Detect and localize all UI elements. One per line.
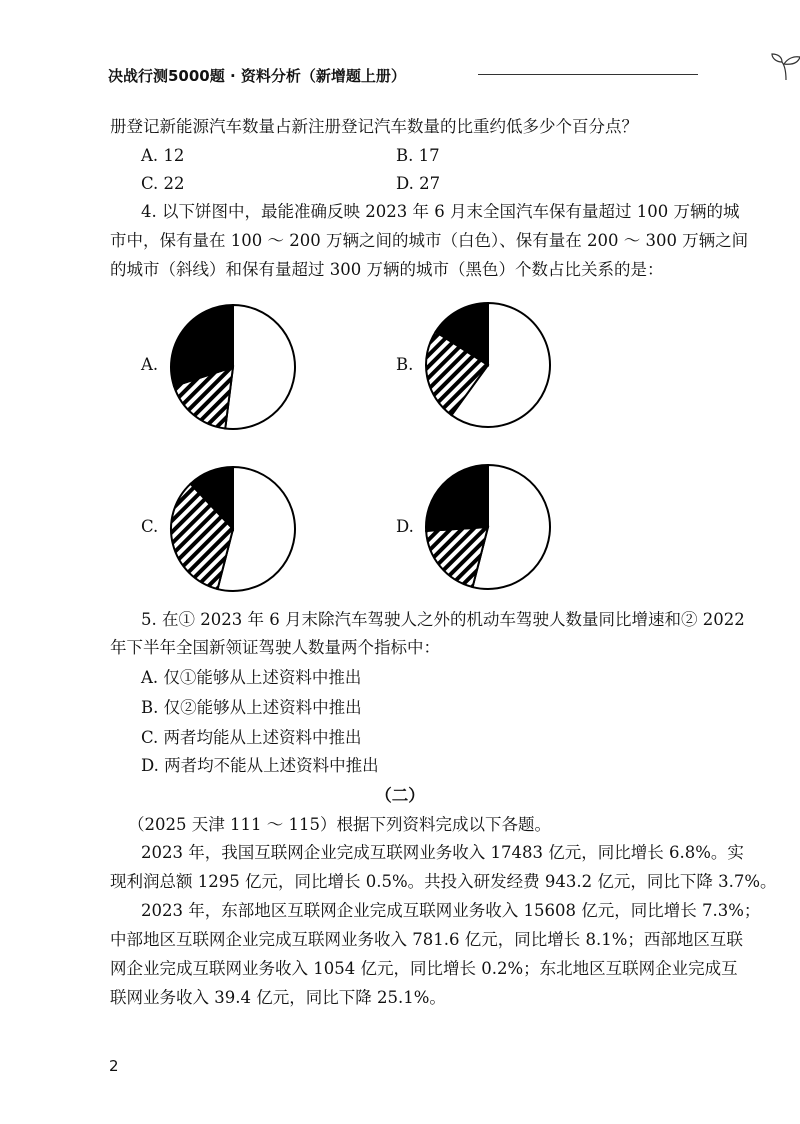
paragraph-2-line-3: 网企业完成互联网业务收入 1054 亿元，同比增长 0.2%；东北地区互联网企业完成互 [110,959,738,978]
page-number: 2 [109,1057,119,1075]
q5-option-d[interactable]: D. 两者均不能从上述资料中推出 [141,756,379,775]
q3-option-d[interactable]: D. 27 [396,174,441,193]
sprout-icon [768,52,800,82]
q5-option-a[interactable]: A. 仅①能够从上述资料中推出 [141,668,362,687]
pie-c-label[interactable]: C. [141,517,159,536]
q3-option-c[interactable]: C. 22 [141,174,185,193]
question-3-continuation: 册登记新能源汽车数量占新注册登记汽车数量的比重约低多少个百分点？ [110,117,638,136]
q3-option-a[interactable]: A. 12 [141,146,185,165]
pie-chart-c[interactable] [163,459,303,599]
paragraph-2-line-2: 中部地区互联网企业完成互联网业务收入 781.6 亿元，同比增长 8.1%；西部地区互联 [110,930,743,949]
paragraph-1-line-1: 2023 年，我国互联网企业完成互联网业务收入 17483 亿元，同比增长 6.8%。实 [141,843,744,862]
pie-chart-b[interactable] [418,295,558,435]
q5-stem-line-2: 年下半年全国新领证驾驶人数量两个指标中： [110,638,440,657]
pie-chart-d[interactable] [418,457,558,597]
book-title: 决战行测5000题 · 资料分析（新增题上册） [108,67,406,85]
page-header [108,62,708,92]
q4-stem-line-3: 的城市（斜线）和保有量超过 300 万辆的城市（黑色）个数占比关系的是： [110,260,664,279]
q4-stem-line-1: 4. 以下饼图中，最能准确反映 2023 年 6 月末全国汽车保有量超过 100 万辆的城 [141,202,740,221]
pie-slice-black [426,465,488,531]
pie-slice-white [225,305,295,429]
pie-d-label[interactable]: D. [396,517,414,536]
q4-stem-line-2: 市中，保有量在 100 ～ 200 万辆之间的城市（白色）、保有量在 200 ～ 300 万辆之间 [110,231,749,250]
q3-option-b[interactable]: B. 17 [396,146,440,165]
pie-a-label[interactable]: A. [141,355,159,374]
q5-option-c[interactable]: C. 两者均能从上述资料中推出 [141,728,362,747]
section-two-intro: （2025 天津 111 ～ 115）根据下列资料完成以下各题。 [128,815,551,834]
q5-stem-line-1: 5. 在① 2023 年 6 月末除汽车驾驶人之外的机动车驾驶人数量同比增速和② 2022 [141,610,745,629]
pie-b-label[interactable]: B. [396,355,414,374]
pie-chart-a[interactable] [163,297,303,437]
q5-option-b[interactable]: B. 仅②能够从上述资料中推出 [141,698,362,717]
paragraph-1-line-2: 现利润总额 1295 亿元，同比增长 0.5%。共投入研发经费 943.2 亿元，同比下降 3.7%。 [110,872,777,891]
section-two-title: （二） [375,786,425,805]
paragraph-2-line-4: 联网业务收入 39.4 亿元，同比下降 25.1%。 [110,988,446,1007]
paragraph-2-line-1: 2023 年，东部地区互联网企业完成互联网业务收入 15608 亿元，同比增长 7.3%； [141,901,761,920]
header-rule [478,74,698,75]
